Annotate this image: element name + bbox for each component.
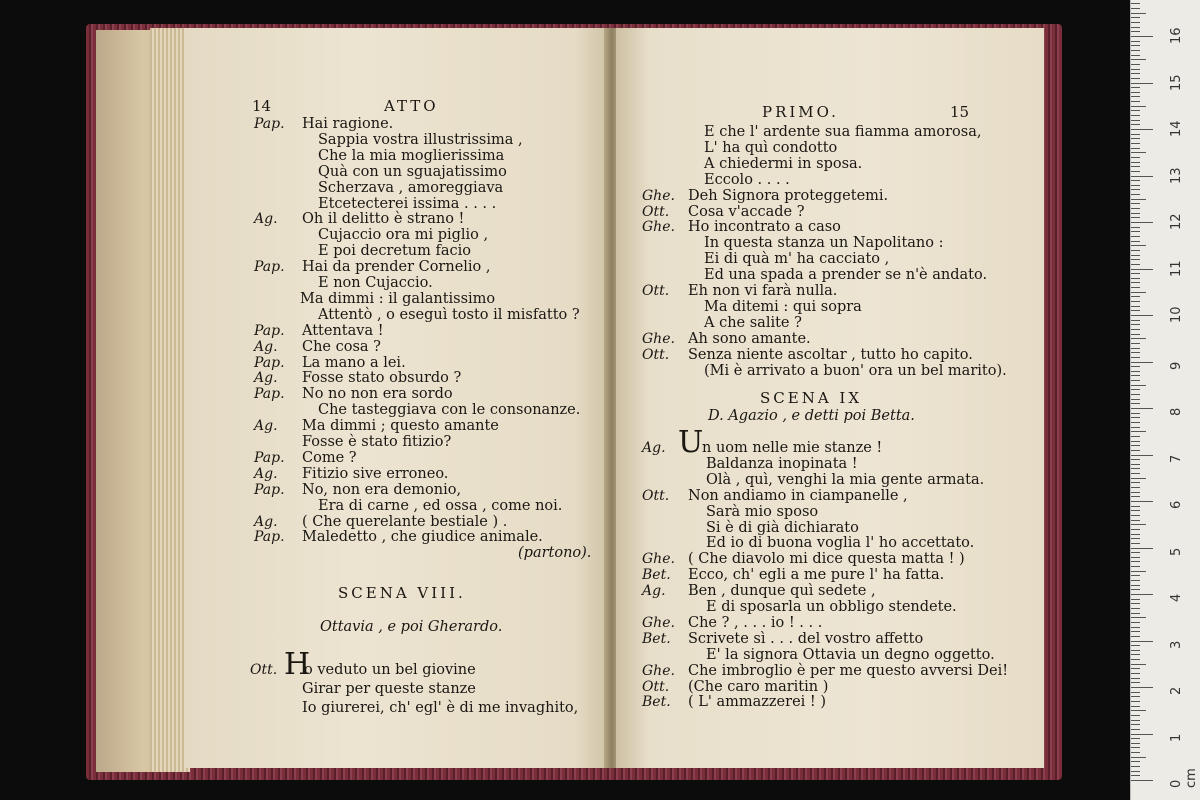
page-number: 14 [252, 97, 272, 115]
ruler-tick [1131, 403, 1140, 404]
ruler-tick [1131, 422, 1140, 423]
verse-line: Hai da prender Cornelio , [302, 259, 491, 276]
ruler-tick [1131, 450, 1140, 451]
ruler-tick [1131, 441, 1140, 442]
verse-line: Come ? [302, 449, 357, 466]
ruler-tick [1131, 245, 1146, 246]
ruler-tick [1131, 348, 1140, 349]
verse-line: Quà con un sguajatissimo [318, 163, 507, 180]
drop-cap: H [284, 647, 311, 682]
ruler-tick [1131, 613, 1140, 614]
ruler-tick [1131, 120, 1140, 121]
ruler-tick [1131, 189, 1140, 190]
ruler-tick [1131, 529, 1140, 530]
ruler-tick [1131, 143, 1140, 144]
ruler-tick [1131, 710, 1146, 711]
ruler-tick [1131, 436, 1140, 437]
ruler-tick [1131, 501, 1153, 502]
ruler-tick [1131, 13, 1146, 14]
speaker-label: Pap. [254, 354, 285, 371]
ruler-tick [1131, 273, 1140, 274]
verse-line: Olà , quì, venghi la mia gente armata. [706, 471, 985, 488]
scene-characters: D. Agazio , e detti poi Betta. [708, 408, 915, 424]
ruler-tick [1131, 673, 1140, 674]
ruler-tick [1131, 110, 1140, 111]
ruler-tick [1131, 45, 1140, 46]
ruler-tick [1131, 682, 1140, 683]
ruler-tick [1131, 515, 1140, 516]
verse-line: Fosse stato obsurdo ? [302, 370, 462, 387]
ruler-label: 6 [1169, 500, 1184, 509]
ruler-tick [1131, 171, 1140, 172]
ruler-tick [1131, 627, 1140, 628]
speaker-label: Ghe. [642, 187, 675, 204]
ruler-tick [1131, 594, 1153, 595]
verse-line: In questa stanza un Napolitano : [704, 235, 944, 252]
ruler-tick [1131, 64, 1140, 65]
scene-heading: SCENA IX [760, 389, 863, 407]
speaker-label: Bet. [642, 630, 671, 647]
speaker-label: Pap. [254, 449, 285, 466]
verse-line: E che l' ardente sua fiamma amorosa, [704, 124, 982, 140]
verse-line: Io giurerei, ch' egl' è di me invaghito, [302, 700, 579, 716]
speaker-label: Ghe. [642, 219, 675, 236]
speaker-label: Ag. [254, 211, 278, 228]
ruler-label: 9 [1169, 361, 1184, 370]
verse-line: Baldanza inopinata ! [706, 455, 858, 472]
verse-line: A chiedermi in sposa. [704, 155, 863, 172]
speaker-label: Pap. [254, 116, 285, 132]
verse-line: ( Che diavolo mi dice questa matta ! ) [688, 551, 965, 568]
ruler-tick [1131, 176, 1153, 177]
ruler-tick [1131, 352, 1140, 353]
ruler-tick [1131, 203, 1140, 204]
ruler-label: 0 cm [1169, 768, 1199, 788]
ruler-tick [1131, 157, 1140, 158]
verse-line: Ma dimmi ; questo amante [302, 418, 499, 435]
ruler-label: 2 [1169, 686, 1184, 695]
verse-line: E di sposarla un obbligo stendete. [706, 599, 957, 615]
ruler-label: 14 [1169, 120, 1184, 137]
ruler-tick [1131, 241, 1140, 242]
ruler-tick [1131, 534, 1140, 535]
ruler-tick [1131, 357, 1140, 358]
ruler-tick [1131, 478, 1146, 479]
speaker-label: Ag. [642, 440, 666, 456]
ruler-tick [1131, 510, 1140, 511]
ruler-tick [1131, 747, 1140, 748]
verse-line: Ho incontrato a caso [688, 219, 841, 236]
speaker-label: Bet. [642, 567, 671, 584]
speaker-label: Ghe. [642, 330, 675, 347]
ruler-tick [1131, 227, 1140, 228]
verse-line: Scrivete sì . . . del vostro affetto [688, 630, 924, 647]
ruler-label: 16 [1169, 27, 1184, 44]
ruler-tick [1131, 106, 1146, 107]
ruler-tick [1131, 129, 1153, 130]
ruler-tick [1131, 687, 1153, 688]
speaker-label: Ghe. [642, 551, 675, 568]
ruler-tick [1131, 599, 1140, 600]
verse-line: Che tasteggiava con le consonanze. [318, 402, 581, 419]
ruler-tick [1131, 636, 1140, 637]
ruler-tick [1131, 375, 1140, 376]
ruler-tick [1131, 654, 1140, 655]
ruler-tick [1131, 394, 1140, 395]
verse-line: Ben , dunque quì sedete , [688, 583, 876, 600]
ruler-tick [1131, 324, 1140, 325]
ruler-tick [1131, 757, 1146, 758]
ruler-tick [1131, 743, 1140, 744]
ruler-tick [1131, 575, 1140, 576]
ruler-tick [1131, 459, 1140, 460]
ruler-tick [1131, 464, 1140, 465]
ruler-label: 13 [1169, 166, 1184, 184]
ruler-tick [1131, 664, 1146, 665]
ruler-tick [1131, 706, 1140, 707]
ruler-tick [1131, 417, 1140, 418]
ruler-tick [1131, 338, 1146, 339]
ruler-label: 7 [1169, 454, 1184, 463]
ruler-tick [1131, 771, 1140, 772]
ruler-tick [1131, 413, 1140, 414]
ruler-tick [1131, 557, 1140, 558]
right-page [616, 28, 1044, 768]
ruler-tick [1131, 617, 1146, 618]
verse-line: Sappia vostra illustrissima , [318, 131, 523, 148]
ruler-tick [1131, 729, 1140, 730]
ruler-tick [1131, 124, 1140, 125]
verse-line: Sarà mio sposo [706, 503, 819, 520]
verse-line: Girar per queste stanze [302, 681, 476, 697]
page-number: 15 [950, 103, 970, 121]
ruler-label: 4 [1169, 593, 1184, 602]
measuring-ruler [1130, 0, 1200, 800]
verse-line: Senza niente ascoltar , tutto ho capito. [688, 346, 973, 363]
ruler-tick [1131, 645, 1140, 646]
speaker-label: Ott. [250, 662, 278, 678]
ruler-tick [1131, 496, 1140, 497]
speaker-label: Ag. [642, 583, 666, 600]
ruler-tick [1131, 278, 1140, 279]
ruler-tick [1131, 715, 1140, 716]
ruler-tick [1131, 622, 1140, 623]
verse-line: No, non era demonio, [302, 481, 462, 498]
ruler-tick [1131, 734, 1153, 735]
speaker-label: Ott. [642, 487, 670, 504]
verse-line: o veduto un bel giovine [304, 662, 476, 678]
ruler-tick [1131, 180, 1140, 181]
speaker-label: Ott. [642, 678, 670, 695]
ruler-tick [1131, 78, 1140, 79]
ruler-tick [1131, 287, 1140, 288]
ruler-tick [1131, 162, 1140, 163]
ruler-tick [1131, 631, 1140, 632]
ruler-tick [1131, 738, 1140, 739]
ruler-tick [1131, 166, 1140, 167]
ruler-tick [1131, 115, 1140, 116]
ruler-tick [1131, 134, 1140, 135]
ruler-label: 8 [1169, 407, 1184, 416]
ruler-tick [1131, 282, 1140, 283]
ruler-tick [1131, 455, 1153, 456]
ruler-label: 1 [1169, 733, 1184, 742]
ruler-label: 11 [1169, 259, 1184, 277]
ruler-tick [1131, 399, 1140, 400]
verse-line: Ma dimmi : il galantissimo [300, 290, 496, 307]
ruler-tick [1131, 487, 1140, 488]
ruler-tick [1131, 73, 1140, 74]
speaker-label: Ott. [642, 203, 670, 220]
ruler-tick [1131, 408, 1153, 409]
ruler-tick [1131, 445, 1140, 446]
verse-line: Etcetecterei issima . . . . [318, 195, 497, 212]
speaker-label: Ag. [254, 338, 278, 355]
ruler-tick [1131, 17, 1140, 18]
ruler-tick [1131, 296, 1140, 297]
ruler-tick [1131, 780, 1153, 781]
verse-line: Ma ditemi : qui sopra [704, 298, 862, 315]
ruler-label: 10 [1169, 306, 1184, 323]
ruler-tick [1131, 315, 1153, 316]
ruler-tick [1131, 701, 1140, 702]
verse-line: Deh Signora proteggetemi. [688, 187, 889, 204]
ruler-tick [1131, 724, 1140, 725]
ruler-tick [1131, 603, 1140, 604]
verse-line: Era di carne , ed ossa , come noi. [318, 497, 563, 514]
speaker-label: Pap. [254, 259, 285, 276]
ruler-tick [1131, 148, 1140, 149]
ruler-tick [1131, 59, 1146, 60]
ruler-tick [1131, 766, 1140, 767]
verse-line: Si è di già dichiarato [706, 519, 859, 536]
verse-line: Eh non vi farà nulla. [688, 283, 838, 299]
running-head: PRIMO. [762, 103, 839, 121]
ruler-tick [1131, 22, 1140, 23]
ruler-label: 3 [1169, 640, 1184, 649]
ruler-tick [1131, 138, 1140, 139]
speaker-label: Ott. [642, 283, 670, 299]
speaker-label: Ag. [254, 465, 278, 482]
ruler-tick [1131, 264, 1140, 265]
verse-line: Fitizio sive erroneo. [302, 465, 449, 482]
ruler-tick [1131, 41, 1140, 42]
scene-characters: Ottavia , e poi Gherardo. [320, 619, 503, 635]
ruler-tick [1131, 87, 1140, 88]
ruler-tick [1131, 468, 1140, 469]
verse-line: Scherzava , amoreggiava [318, 179, 504, 196]
ruler-label: 12 [1169, 213, 1184, 230]
ruler-tick [1131, 231, 1140, 232]
ruler-tick [1131, 306, 1140, 307]
ruler-tick [1131, 236, 1140, 237]
ruler-tick [1131, 548, 1153, 549]
speaker-label: Ott. [642, 346, 670, 363]
speaker-label: Bet. [642, 694, 671, 711]
ruler-tick [1131, 552, 1140, 553]
ruler-tick [1131, 580, 1140, 581]
ruler-tick [1131, 775, 1140, 776]
ruler-tick [1131, 650, 1140, 651]
ruler-tick [1131, 692, 1140, 693]
ruler-label: 5 [1169, 547, 1184, 556]
ruler-tick [1131, 752, 1140, 753]
scene-heading: SCENA VIII. [338, 584, 466, 602]
ruler-tick [1131, 520, 1140, 521]
ruler-tick [1131, 380, 1140, 381]
verse-line: E non Cujaccio. [318, 275, 433, 291]
speaker-label: Pap. [254, 481, 285, 498]
ruler-tick [1131, 8, 1140, 9]
ruler-tick [1131, 152, 1146, 153]
ruler-tick [1131, 696, 1140, 697]
speaker-label: Pap. [254, 386, 285, 403]
verse-line: Che la mia moglierissima [318, 147, 505, 164]
ruler-tick [1131, 362, 1153, 363]
left-page [184, 28, 608, 768]
ruler-tick [1131, 589, 1140, 590]
ruler-tick [1131, 217, 1140, 218]
speaker-label: Pap. [254, 529, 285, 546]
ruler-tick [1131, 482, 1140, 483]
verse-line: Ecco, ch' egli a me pure l' ha fatta. [688, 567, 945, 584]
ruler-tick [1131, 255, 1140, 256]
ruler-tick [1131, 213, 1140, 214]
speaker-label: Ag. [254, 370, 278, 387]
ruler-tick [1131, 199, 1146, 200]
ruler-tick [1131, 506, 1140, 507]
ruler-tick [1131, 668, 1140, 669]
ruler-tick [1131, 208, 1140, 209]
verse-line: Che cosa ? [302, 338, 381, 355]
verse-line: Ed una spada a prender se n'è andato. [704, 267, 988, 284]
ruler-tick [1131, 185, 1140, 186]
ruler-tick [1131, 659, 1140, 660]
ruler-tick [1131, 250, 1140, 251]
verse-line: A che salite ? [704, 314, 802, 331]
verse-line: Attentava ! [302, 322, 384, 339]
speaker-label: Ghe. [642, 614, 675, 631]
ruler-tick [1131, 389, 1140, 390]
ruler-tick [1131, 343, 1140, 344]
verse-line: n uom nelle mie stanze ! [702, 440, 883, 456]
ruler-tick [1131, 571, 1146, 572]
ruler-tick [1131, 492, 1140, 493]
verse-line: Fosse è stato fitizio? [302, 434, 452, 450]
ruler-tick [1131, 566, 1140, 567]
ruler-tick [1131, 371, 1140, 372]
ruler-tick [1131, 761, 1140, 762]
ruler-tick [1131, 69, 1140, 70]
ruler-tick [1131, 269, 1153, 270]
verse-line: L' ha quì condotto [704, 139, 838, 156]
ruler-tick [1131, 55, 1140, 56]
ruler-tick [1131, 385, 1146, 386]
ruler-tick [1131, 50, 1140, 51]
ruler-tick [1131, 96, 1140, 97]
verse-line: E poi decretum facio [318, 243, 471, 260]
ruler-tick [1131, 524, 1146, 525]
verse-line: Eccolo . . . . [704, 171, 790, 188]
ruler-tick [1131, 585, 1140, 586]
ruler-tick [1131, 3, 1140, 4]
ruler-tick [1131, 678, 1140, 679]
ruler-tick [1131, 222, 1153, 223]
verse-line: Maledetto , che giudice animale. [302, 529, 543, 546]
ruler-tick [1131, 310, 1140, 311]
ruler-tick [1131, 608, 1140, 609]
ruler-tick [1131, 101, 1140, 102]
ruler-tick [1131, 334, 1140, 335]
ruler-tick [1131, 36, 1153, 37]
verse-line: Ah sono amante. [688, 330, 811, 347]
verse-line: Hai ragione. [302, 116, 394, 132]
ruler-tick [1131, 92, 1140, 93]
verse-line: Cujaccio ora mi piglio , [318, 227, 489, 244]
verse-line: (Che caro maritin ) [688, 678, 829, 695]
verse-line: No no non era sordo [302, 386, 453, 403]
stage-direction: (partono). [518, 545, 592, 561]
verse-line: (Mi è arrivato a buon' ora un bel marito). [704, 362, 1007, 379]
running-head: ATTO [384, 97, 439, 115]
ruler-tick [1131, 301, 1140, 302]
verse-line: La mano a lei. [302, 354, 406, 371]
speaker-label: Ghe. [642, 662, 675, 679]
verse-line: Che ? , . . . io ! . . . [688, 614, 823, 631]
verse-line: ( L' ammazzerei ! ) [688, 694, 826, 711]
verse-line: Non andiamo in ciampanelle , [688, 487, 908, 504]
verse-line: Cosa v'accade ? [688, 203, 805, 220]
speaker-label: Ag. [254, 418, 278, 435]
verse-line: Ed io di buona voglia l' ho accettato. [706, 535, 975, 552]
ruler-tick [1131, 538, 1140, 539]
ruler-tick [1131, 543, 1140, 544]
ruler-tick [1131, 83, 1153, 84]
ruler-label: 15 [1169, 73, 1184, 91]
verse-line: Oh il delitto è strano ! [302, 211, 465, 228]
ruler-tick [1131, 720, 1140, 721]
verse-line: E' la signora Ottavia un degno oggetto. [706, 646, 995, 663]
speaker-label: Ag. [254, 513, 278, 530]
speaker-label: Pap. [254, 322, 285, 339]
drop-cap: U [678, 425, 704, 460]
ruler-tick [1131, 641, 1153, 642]
ruler-tick [1131, 427, 1140, 428]
ruler-tick [1131, 431, 1146, 432]
ruler-tick [1131, 320, 1140, 321]
ruler-tick [1131, 561, 1140, 562]
verse-line: Ei di quà m' ha cacciato , [704, 251, 890, 268]
verse-line: ( Che querelante bestiale ) . [302, 513, 508, 530]
ruler-tick [1131, 259, 1140, 260]
ruler-tick [1131, 292, 1146, 293]
ruler-tick [1131, 329, 1140, 330]
ruler-tick [1131, 194, 1140, 195]
ruler-tick [1131, 473, 1140, 474]
ruler-tick [1131, 31, 1140, 32]
verse-line: Attentò , o eseguì tosto il misfatto ? [318, 306, 580, 323]
ruler-tick [1131, 366, 1140, 367]
ruler-tick [1131, 27, 1140, 28]
verse-line: Che imbroglio è per me questo avversi Dei! [688, 662, 1009, 679]
